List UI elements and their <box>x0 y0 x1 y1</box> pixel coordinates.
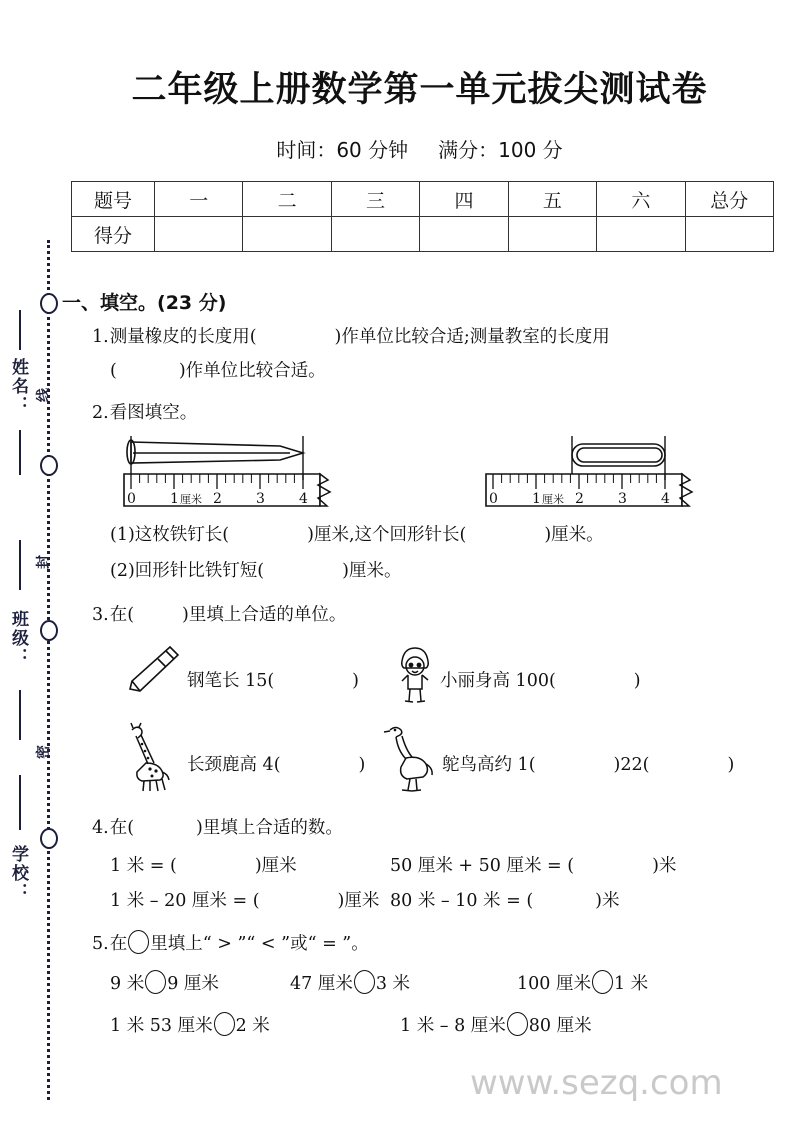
question-4-row-1-left <box>110 853 297 880</box>
question-4-row-1-right-b: )米 <box>652 856 677 876</box>
total-value: 100 分 <box>498 138 563 162</box>
question-5-row-1-item-3 <box>517 970 648 998</box>
score-table-col-2: 二 <box>243 182 331 217</box>
field-rule-school <box>19 775 21 830</box>
svg-text:4: 4 <box>299 491 308 507</box>
question-4-row-2-right-b: )米 <box>595 891 620 911</box>
seal-char-secret: 密 <box>36 745 52 759</box>
question-5-r2-i1-left: 1 米 53 厘米 <box>110 1016 213 1036</box>
comparison-circle[interactable] <box>145 970 166 994</box>
score-cell-4[interactable] <box>420 217 508 252</box>
ostrich-icon <box>382 722 444 796</box>
question-3-item-4-text-c: ) <box>727 755 735 775</box>
svg-text:4: 4 <box>661 491 670 507</box>
paper-clip-icon <box>572 444 665 466</box>
question-3-item-3-text-b: ) <box>358 755 366 775</box>
seal-char-line: 线 <box>36 388 52 402</box>
section-heading <box>62 288 226 315</box>
score-cell-5[interactable] <box>508 217 596 252</box>
question-3-item-1 <box>187 668 359 695</box>
question-2-stem <box>92 400 197 427</box>
field-label-class: 班级： <box>8 610 28 667</box>
question-5-number: 5. <box>92 934 109 954</box>
seal-circle-3 <box>40 620 58 641</box>
svg-text:2: 2 <box>213 491 222 507</box>
question-3-stem <box>92 602 346 629</box>
time-label: 时间： <box>276 138 337 162</box>
question-1-text-a: 测量橡皮的长度用( <box>109 327 257 347</box>
field-rule-name <box>19 310 21 350</box>
seal-circle-2 <box>40 455 58 476</box>
svg-text:0: 0 <box>489 491 498 507</box>
score-cell-6[interactable] <box>597 217 685 252</box>
table-row-scores <box>72 217 774 252</box>
field-rule-class <box>19 540 21 590</box>
question-4-stem-a: 在( <box>109 818 135 838</box>
question-2-sub-1 <box>110 522 604 549</box>
svg-text:3: 3 <box>256 491 265 507</box>
question-1-text-c: ( <box>110 361 117 381</box>
question-5-r2-i2-right: 80 厘米 <box>528 1016 592 1036</box>
question-2-stem-text: 看图填空。 <box>109 403 198 423</box>
score-table-col-6: 六 <box>597 182 685 217</box>
question-3-stem-a: 在( <box>109 605 135 625</box>
seal-circle-4 <box>40 828 58 849</box>
question-5-stem-b: 里填上“ > ”“ < ”或“ = ”。 <box>150 934 369 954</box>
field-rule-name-2 <box>19 430 21 475</box>
seal-char-seal: 封 <box>36 555 52 569</box>
question-4-row-1-right-a: 50 厘米 + 50 厘米 = ( <box>390 856 575 876</box>
score-cell-total[interactable] <box>685 217 773 252</box>
question-4-row-2-left <box>110 888 379 915</box>
ruler-figure-clip <box>482 432 702 514</box>
giraffe-icon <box>122 722 180 796</box>
svg-text:1: 1 <box>532 491 541 507</box>
svg-text:0: 0 <box>127 491 136 507</box>
field-label-name: 姓名： <box>8 358 28 415</box>
question-1-number: 1. <box>92 327 109 347</box>
question-5-r1-i2-right: 3 米 <box>375 974 411 994</box>
svg-text:1: 1 <box>170 491 179 507</box>
question-4-number: 4. <box>92 818 109 838</box>
score-table <box>71 181 774 252</box>
field-label-school: 学校： <box>8 845 28 902</box>
score-table-col-1: 一 <box>155 182 243 217</box>
exam-meta <box>62 134 777 163</box>
question-5-stem-a: 在 <box>109 934 128 954</box>
question-5-row-2-item-2 <box>400 1012 592 1040</box>
comparison-circle[interactable] <box>592 970 613 994</box>
question-2-sub-2 <box>110 558 401 585</box>
question-3-stem-b: )里填上合适的单位。 <box>182 605 347 625</box>
question-5-row-2-item-1 <box>110 1012 270 1040</box>
question-2-number: 2. <box>92 403 109 423</box>
question-2-sub2-b: )厘米。 <box>342 561 402 581</box>
question-2-sub1-b: )厘米,这个回形针长( <box>307 525 467 545</box>
question-5-row-1-item-1 <box>110 970 219 998</box>
score-cell-3[interactable] <box>331 217 419 252</box>
seal-circle-1 <box>40 293 58 314</box>
score-table-col-3: 三 <box>331 182 419 217</box>
question-3-item-4 <box>442 752 734 779</box>
question-4-row-1-left-a: 1 米 = ( <box>110 856 177 876</box>
svg-text:厘米: 厘米 <box>542 493 564 506</box>
comparison-circle[interactable] <box>354 970 375 994</box>
question-2-sub2-a: (2)回形针比铁钉短( <box>110 561 265 581</box>
question-3-item-4-text-a: 鸵鸟高约 1( <box>442 755 536 775</box>
score-table-row-label-2: 得分 <box>72 217 155 252</box>
svg-text:3: 3 <box>618 491 627 507</box>
girl-icon <box>392 645 438 709</box>
score-table-row-label-1: 题号 <box>72 182 155 217</box>
question-2-sub1-c: )厘米。 <box>544 525 604 545</box>
comparison-circle[interactable] <box>128 930 149 954</box>
question-4-row-1-right <box>390 853 676 880</box>
question-5-r1-i3-right: 1 米 <box>613 974 649 994</box>
pen-icon <box>122 643 182 699</box>
score-cell-1[interactable] <box>155 217 243 252</box>
question-5-r1-i1-left: 9 米 <box>110 974 145 994</box>
question-5-r1-i1-right: 9 厘米 <box>167 974 219 994</box>
question-4-stem-b: )里填上合适的数。 <box>196 818 343 838</box>
question-5-row-1-item-2 <box>290 970 410 998</box>
question-5-r1-i3-left: 100 厘米 <box>517 974 591 994</box>
iron-nail-icon <box>127 440 303 464</box>
question-1-text-d: )作单位比较合适。 <box>178 361 326 381</box>
section-points: (23 分) <box>157 292 227 314</box>
question-5-stem <box>92 930 369 958</box>
question-3-item-4-text-b: )22( <box>613 755 650 775</box>
score-table-col-total: 总分 <box>685 182 773 217</box>
svg-text:厘米: 厘米 <box>180 493 202 506</box>
question-4-row-2-left-a: 1 米 – 20 厘米 = ( <box>110 891 260 911</box>
question-5-r2-i2-left: 1 米 – 8 厘米 <box>400 1016 506 1036</box>
page-title: 二年级上册数学第一单元拔尖测试卷 <box>131 69 708 110</box>
question-3-item-3 <box>187 752 365 779</box>
site-watermark: www.sezq.com <box>470 1063 723 1103</box>
seal-margin <box>0 0 62 1131</box>
question-3-item-1-text-b: ) <box>352 671 359 691</box>
question-4-row-1-left-b: )厘米 <box>254 856 297 876</box>
question-5-r1-i2-left: 47 厘米 <box>290 974 353 994</box>
question-1-text-b: )作单位比较合适;测量教室的长度用 <box>334 327 610 347</box>
score-table-col-5: 五 <box>508 182 596 217</box>
svg-text:2: 2 <box>575 491 584 507</box>
question-1-line-1 <box>92 324 610 351</box>
field-rule-class-2 <box>19 690 21 740</box>
total-label: 满分： <box>438 138 499 162</box>
question-3-item-2-text-a: 小丽身高 100( <box>440 671 556 691</box>
score-cell-2[interactable] <box>243 217 331 252</box>
time-value: 60 分钟 <box>336 138 409 162</box>
question-5-r2-i1-right: 2 米 <box>235 1016 270 1036</box>
question-3-number: 3. <box>92 605 109 625</box>
score-table-col-4: 四 <box>420 182 508 217</box>
comparison-circle[interactable] <box>214 1012 235 1036</box>
question-4-row-2-left-b: )厘米 <box>337 891 380 911</box>
comparison-circle[interactable] <box>507 1012 528 1036</box>
question-3-item-3-text-a: 长颈鹿高 4( <box>187 755 281 775</box>
question-1-line-2 <box>110 358 326 385</box>
question-4-row-2-right-a: 80 米 – 10 米 = ( <box>390 891 534 911</box>
question-3-item-2 <box>440 668 641 695</box>
question-4-stem <box>92 815 343 842</box>
ruler-figure-nail <box>120 432 340 514</box>
worksheet-body <box>62 0 800 1131</box>
seal-dotted-line <box>47 240 50 1100</box>
section-heading-text: 一、填空。 <box>62 292 158 314</box>
question-3-item-1-text-a: 钢笔长 15( <box>187 671 275 691</box>
table-row-header <box>72 182 774 217</box>
question-3-item-2-text-b: ) <box>633 671 641 691</box>
question-4-row-2-right <box>390 888 619 915</box>
question-2-sub1-a: (1)这枚铁钉长( <box>110 525 230 545</box>
